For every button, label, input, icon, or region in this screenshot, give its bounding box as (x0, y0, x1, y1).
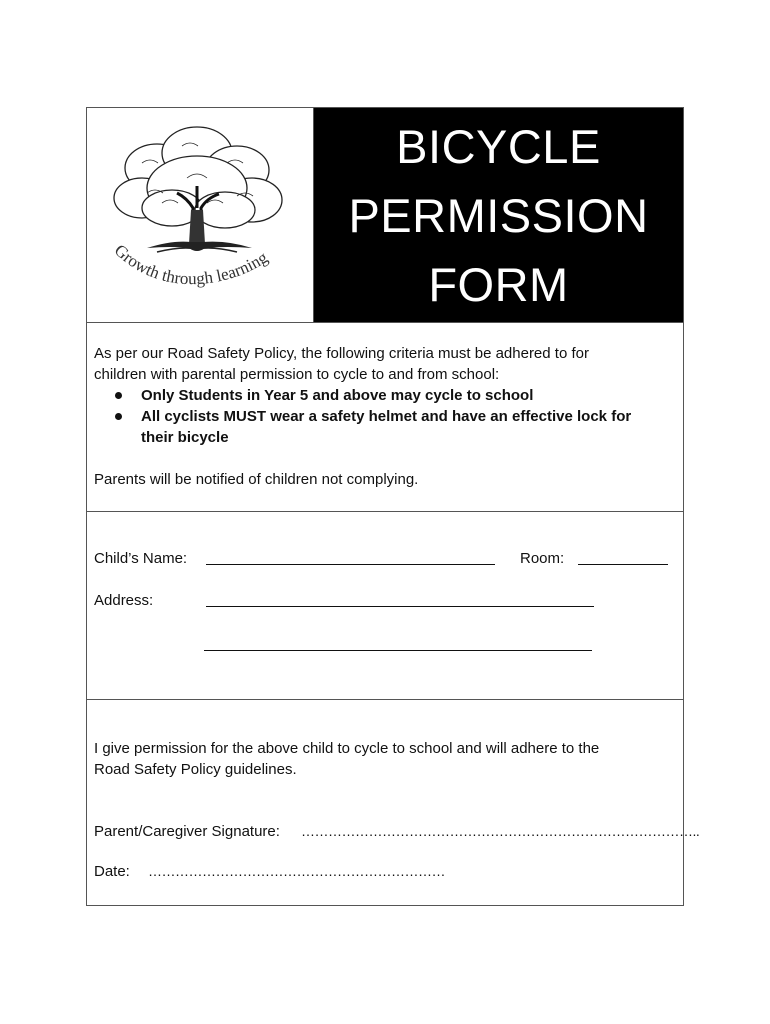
school-logo (87, 108, 314, 322)
form-title (314, 108, 683, 322)
criteria-intro-line: As per our Road Safety Policy, the following criteria must be adhered to for (94, 345, 589, 362)
address-label: Address: (94, 592, 154, 609)
room-field[interactable] (578, 564, 668, 565)
child-name-field[interactable] (206, 564, 495, 565)
bullet-icon (115, 392, 122, 399)
consent-statement-line: I give permission for the above child to cycle to school and will adhere to the (94, 740, 600, 757)
details-section (87, 512, 683, 700)
form-header (87, 108, 683, 323)
criteria-section: As per our Road Safety Policy, the following criteria must be adhered to for children with parental permission to cycle to and from school: Only Students in Year 5 and above may cycle to school All cyclists MUST wear a safety helmet and have an effective lock for their bicycle Parents will be notified of children not complying. (87, 322, 683, 512)
signature-field[interactable]: …………………………………………………………………………….. (301, 823, 700, 839)
child-name-label: Child’s Name: (94, 550, 188, 567)
consent-statement-line: Road Safety Policy guidelines. (94, 761, 297, 778)
signature-label: Parent/Caregiver Signature: (94, 823, 280, 840)
tree-logo-icon (87, 108, 313, 322)
date-field[interactable]: ………………………………………………………… (148, 863, 445, 879)
permission-form (86, 107, 700, 906)
title-line: FORM (428, 257, 569, 311)
room-label: Room: (520, 550, 565, 567)
criteria-notice: Parents will be notified of children not complying. (94, 471, 419, 488)
criteria-intro-line: children with parental permission to cycle to and from school: (94, 366, 500, 383)
address-field-line-2[interactable] (204, 650, 592, 651)
title-line: BICYCLE (396, 119, 601, 173)
title-line: PERMISSION (348, 188, 649, 242)
address-field-line-1[interactable] (206, 606, 594, 607)
logo-motto: Growth through learning (110, 240, 272, 289)
consent-section (87, 700, 700, 905)
date-label: Date: (94, 863, 130, 880)
bullet-icon (115, 413, 122, 420)
